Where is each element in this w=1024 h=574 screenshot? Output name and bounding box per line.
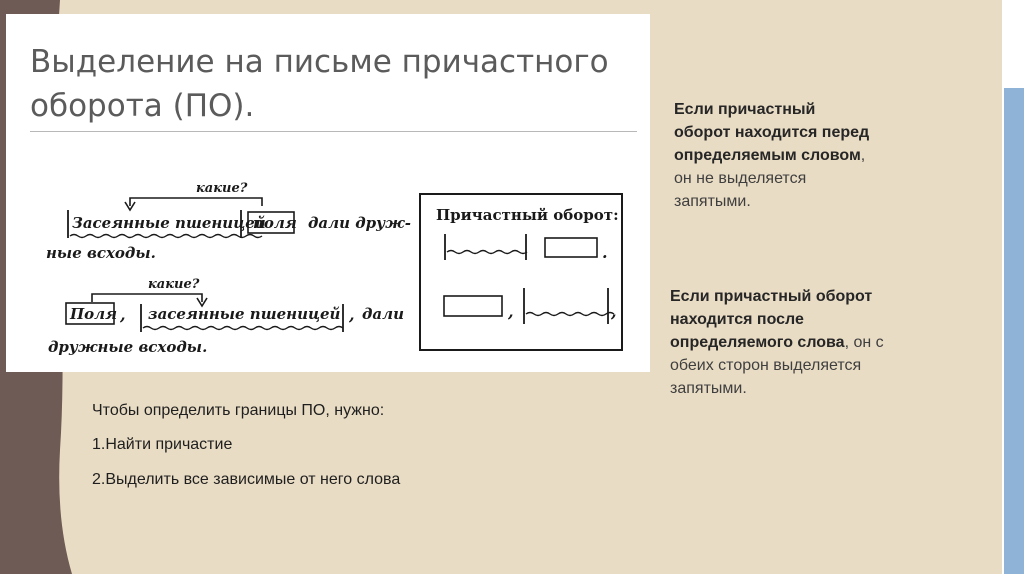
punctuation-diagram bbox=[40, 176, 630, 366]
right-blue-stripe bbox=[1004, 88, 1024, 574]
step-1: 1.Найти причастие bbox=[92, 436, 233, 453]
scheme2-wavy bbox=[526, 313, 614, 316]
content-card bbox=[6, 14, 650, 372]
scheme1-period: . bbox=[602, 243, 608, 262]
rule-before-noun bbox=[674, 98, 874, 213]
step-2: 2.Выделить все зависимые от него слова bbox=[92, 471, 401, 488]
title-divider bbox=[30, 131, 637, 132]
example-1 bbox=[46, 181, 411, 262]
dependency-arrow-line-1 bbox=[130, 198, 262, 206]
rest-text-2a: дали bbox=[362, 305, 405, 323]
example-2 bbox=[48, 277, 404, 356]
question-label-2: какие? bbox=[148, 277, 200, 292]
slide-title: Выделение на письме причастного оборота (ПО). bbox=[30, 44, 609, 124]
scheme2-comma-end: , bbox=[611, 302, 617, 321]
rule-after-normal: , он с обеих сторон выделяется запятыми. bbox=[670, 334, 884, 397]
rest-text-1a: дали друж- bbox=[308, 214, 411, 232]
noun-text-2: Поля bbox=[70, 305, 118, 323]
rule-before-normal: , он не выделяется запятыми. bbox=[674, 147, 866, 210]
phrase-text-1: Засеянные пшеницей bbox=[72, 214, 266, 232]
rest-text-1b: ные всходы. bbox=[46, 244, 156, 262]
wavy-underline-2 bbox=[143, 327, 343, 330]
scheme2-noun-box bbox=[444, 296, 502, 316]
scheme-title: Причастный оборот: bbox=[436, 206, 619, 224]
rest-text-2b: дружные всходы. bbox=[48, 338, 208, 356]
phrase-text-2: засеянные пшеницей bbox=[148, 305, 341, 323]
steps-intro: Чтобы определить границы ПО, нужно: bbox=[92, 402, 385, 419]
rule-after-noun bbox=[670, 285, 890, 400]
rule-before-bold: Если причастный оборот находится перед определяемым словом bbox=[674, 101, 870, 164]
scheme1-noun-box bbox=[545, 238, 597, 257]
scheme2-comma: , bbox=[508, 302, 514, 321]
noun-text-1: поля bbox=[253, 214, 297, 232]
dependency-arrow-line-2 bbox=[92, 294, 202, 302]
wavy-underline-1 bbox=[70, 235, 262, 238]
comma-2a: , bbox=[120, 305, 126, 324]
scheme-box bbox=[420, 194, 622, 350]
rule-after-bold: Если причастный оборот находится после определяемого слова bbox=[670, 288, 873, 351]
scheme1-wavy bbox=[447, 251, 527, 254]
comma-2b: , bbox=[349, 305, 355, 324]
question-label-1: какие? bbox=[196, 181, 248, 196]
